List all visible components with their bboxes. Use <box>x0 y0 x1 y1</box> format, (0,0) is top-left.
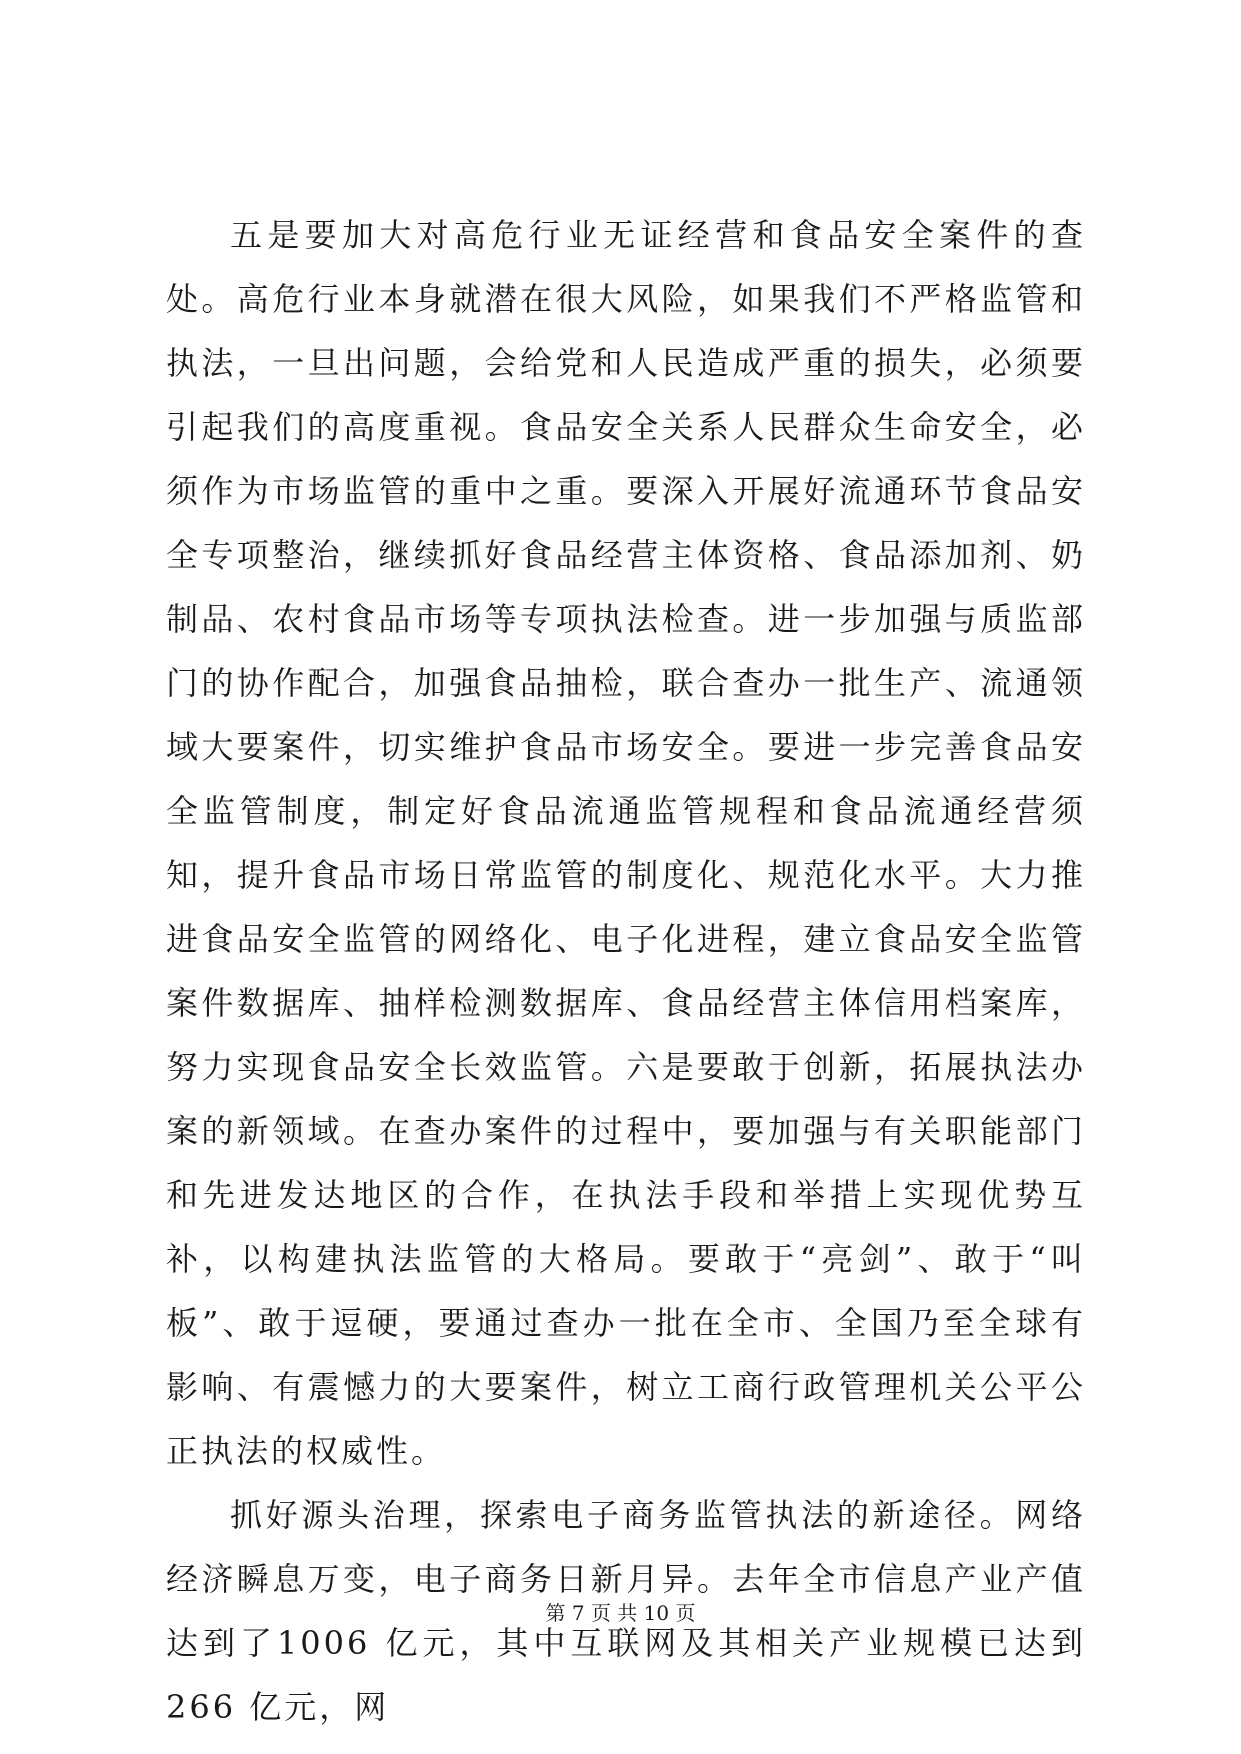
page-footer: 第 7 页 共 10 页 <box>545 1601 696 1625</box>
document-body <box>166 203 1086 1739</box>
paragraph-1: 五是要加大对高危行业无证经营和食品安全案件的查处。高危行业本身就潜在很大风险，如果我们不严格监管和执法，一旦出问题，会给党和人民造成严重的损失，必须要引起我们的高度重视。食品安全关系人民群众生命安全，必须作为市场监管的重中之重。要深入开展好流通环节食品安全专项整治，继续抓好食品经营主体资格、食品添加剂、奶制品、农村食品市场等专项执法检查。进一步加强与质监部门的协作配合，加强食品抽检，联合查办一批生产、流通领域大要案件，切实维护食品市场安全。要进一步完善食品安全监管制度，制定好食品流通监管规程和食品流通经营须知，提升食品市场日常监管的制度化、规范化水平。大力推进食品安全监管的网络化、电子化进程，建立食品安全监管案件数据库、抽样检测数据库、食品经营主体信用档案库，努力实现食品安全长效监管。六是要敢于创新，拓展执法办案的新领域。在查办案件的过程中，要加强与有关职能部门和先进发达地区的合作，在执法手段和举措上实现优势互补，以构建执法监管的大格局。要敢于“亮剑”、敢于“叫板”、敢于逗硬，要通过查办一批在全市、全国乃至全球有影响、有震憾力的大要案件，树立工商行政管理机关公平公正执法的权威性。 <box>166 216 1086 1470</box>
paragraph-2: 抓好源头治理，探索电子商务监管执法的新途径。网络经济瞬息万变，电子商务日新月异。去年全市信息产业产值达到了1006 亿元，其中互联网及其相关产业规模已达到 266 亿元，网 <box>166 1496 1086 1726</box>
